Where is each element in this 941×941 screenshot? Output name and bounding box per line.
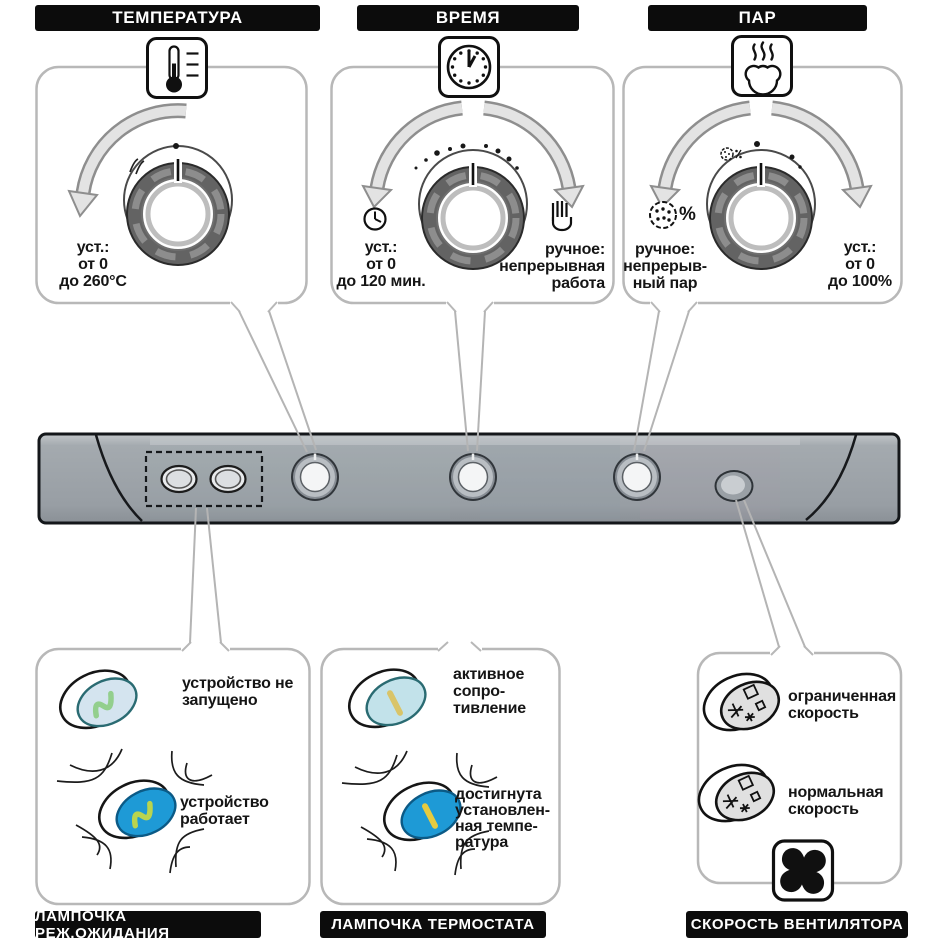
fan-normal-speed-label: нормальная скорость bbox=[788, 784, 884, 818]
thermostat-lamp-on-panel bbox=[211, 466, 246, 492]
steam-manual-mode-label: ручное: непрерыв- ный пар bbox=[623, 241, 707, 292]
fan-speed-panel-button bbox=[715, 470, 754, 502]
temperature-set-range-label: уст.: от 0 до 260°C bbox=[59, 239, 127, 290]
steam-percent-symbol: % bbox=[679, 204, 696, 225]
top-box-tails bbox=[230, 300, 698, 312]
footer-thermostat-label: ЛАМПОЧКА ТЕРМОСТАТА bbox=[331, 916, 535, 933]
time-set-range-label: уст.: от 0 до 120 мин. bbox=[336, 239, 426, 290]
connector-lines-top bbox=[239, 311, 689, 452]
footer-fan-label: СКОРОСТЬ ВЕНТИЛЯТОРА bbox=[690, 916, 904, 933]
footer-thermostat-lamp bbox=[320, 911, 546, 938]
steam-panel-knob bbox=[613, 453, 661, 501]
header-steam bbox=[648, 5, 867, 31]
temperature-panel-knob bbox=[291, 453, 339, 501]
thermostat-reached-label: достигнута установлен- ная темпе- ратура bbox=[455, 786, 550, 851]
footer-standby-lamp bbox=[35, 907, 261, 941]
standby-on-label: устройство работает bbox=[180, 794, 269, 828]
header-steam-label: ПАР bbox=[738, 8, 777, 27]
clock-icon bbox=[440, 38, 499, 97]
header-time-label: ВРЕМЯ bbox=[435, 8, 501, 27]
steam-set-range-label: уст.: от 0 до 100% bbox=[828, 239, 892, 290]
steam-icon bbox=[733, 37, 792, 96]
thermostat-active-label: активное сопро- тивление bbox=[453, 666, 526, 717]
header-time bbox=[357, 5, 579, 31]
footer-fan-speed bbox=[686, 911, 908, 938]
time-panel-knob bbox=[449, 453, 497, 501]
footer-standby-label: ЛАМПОЧКА РЕЖ.ОЖИДАНИЯ bbox=[35, 907, 170, 941]
standby-off-label: устройство не запущено bbox=[182, 675, 294, 709]
standby-lamp-on-panel bbox=[162, 466, 197, 492]
header-temperature-label: ТЕМПЕРАТУРА bbox=[112, 8, 243, 27]
clock-small-icon bbox=[365, 209, 386, 230]
fan-limited-speed-label: ограниченная скорость bbox=[788, 688, 896, 722]
steam-droplets-icon bbox=[650, 202, 676, 228]
fan-icon bbox=[774, 841, 833, 900]
time-manual-mode-label: ручное: непрерывная работа bbox=[499, 241, 605, 292]
thermometer-icon bbox=[148, 39, 207, 98]
header-temperature bbox=[35, 5, 320, 31]
